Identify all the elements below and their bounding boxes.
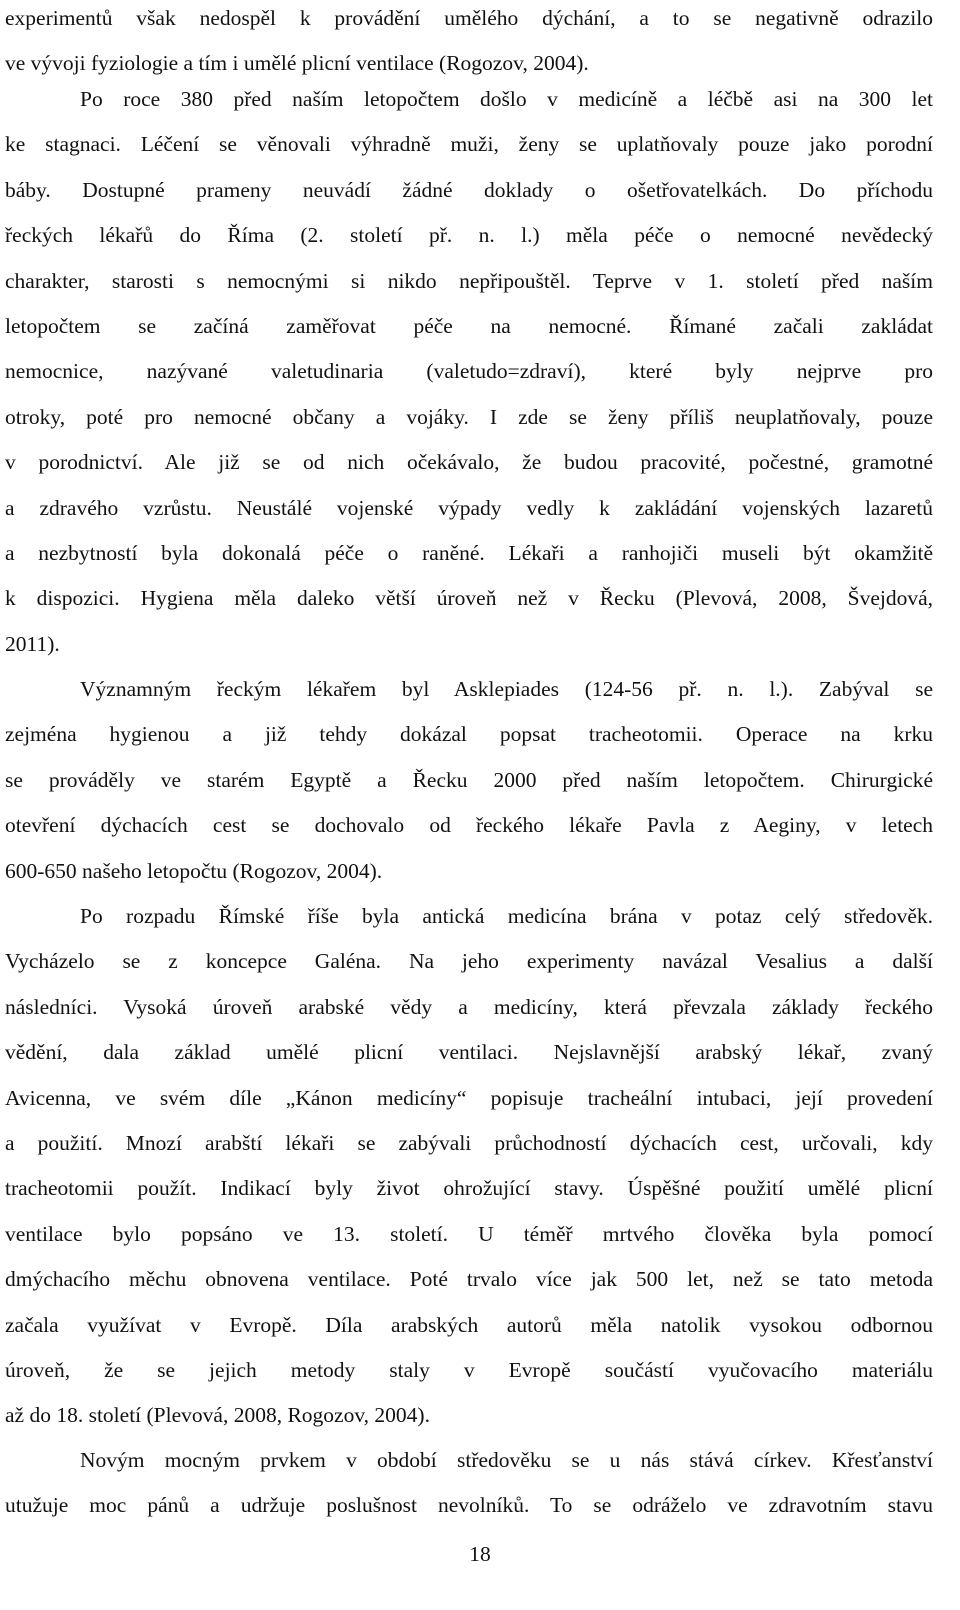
text-line: charakter, starosti s nemocnými si nikdo nepřipouštěl. Teprve v 1. století před naším: [5, 268, 933, 293]
text-line: otroky, poté pro nemocné občany a vojáky. I zde se ženy příliš neuplatňovaly, pouze: [5, 404, 933, 429]
text-line: ke stagnaci. Léčení se věnovali výhradně muži, ženy se uplatňovaly pouze jako porodní: [5, 132, 933, 157]
text-line: 2011).: [5, 631, 60, 656]
paragraph-1: [5, 0, 933, 87]
text-line: vědění, dala základ umělé plicní ventilaci. Nejslavnější arabský lékař, zvaný: [5, 1040, 933, 1065]
text-line: 600-650 našeho letopočtu (Rogozov, 2004).: [5, 858, 383, 883]
text-line: zejména hygienou a již tehdy dokázal popsat tracheotomii. Operace na krku: [5, 722, 933, 747]
text-line: utužuje moc pánů a udržuje poslušnost nevolníků. To se odráželo ve zdravotním stavu: [5, 1493, 933, 1518]
text-line: experimentů však nedospěl k provádění umělého dýchání, a to se negativně odrazilo: [5, 6, 933, 30]
text-line: Významným řeckým lékařem byl Asklepiades (124-56 př. n. l.). Zabýval se: [80, 677, 933, 701]
text-line: otevření dýchacích cest se dochovalo od řeckého lékaře Pavla z Aeginy, v letech: [5, 813, 933, 838]
text-line: a použití. Mnozí arabští lékaři se zabývali průchodností dýchacích cest, určovali, kdy: [5, 1130, 933, 1155]
text-line: letopočtem se začíná zaměřovat péče na nemocné. Římané začali zakládat: [5, 313, 933, 338]
text-line: Vycházelo se z koncepce Galéna. Na jeho experimenty navázal Vesalius a další: [5, 949, 933, 974]
text-line: řeckých lékařů do Říma (2. století př. n. l.) měla péče o nemocné nevědecký: [5, 223, 933, 248]
text-line: Avicenna, ve svém díle „Kánon medicíny“ popisuje tracheální intubaci, její provedení: [5, 1085, 933, 1110]
page-number: 18: [469, 1542, 491, 1566]
text-line: dmýchacího měchu obnovena ventilace. Poté trvalo více jak 500 let, než se tato metoda: [5, 1267, 933, 1292]
text-line: nemocnice, nazývané valetudinaria (valetudo=zdraví), které byly nejprve pro: [5, 359, 933, 384]
paragraph-4: [5, 894, 933, 1439]
text-line: úroveň, že se jejich metody staly v Evropě součástí vyučovacího materiálu: [5, 1357, 933, 1382]
text-line: ve vývoji fyziologie a tím i umělé plicní ventilace (Rogozov, 2004).: [5, 51, 589, 76]
text-line: začala využívat v Evropě. Díla arabských autorů měla natolik vysokou odbornou: [5, 1312, 933, 1337]
text-line: Po rozpadu Římské říše byla antická medicína brána v potaz celý středověk.: [80, 904, 933, 928]
text-line: a nezbytností byla dokonalá péče o raněné. Lékaři a ranhojiči museli být okamžitě: [5, 540, 933, 565]
text-line: báby. Dostupné prameny neuvádí žádné doklady o ošetřovatelkách. Do příchodu: [5, 177, 933, 202]
text-line: následníci. Vysoká úroveň arabské vědy a medicíny, která převzala základy řeckého: [5, 994, 933, 1019]
text-line: až do 18. století (Plevová, 2008, Rogozov, 2004).: [5, 1403, 430, 1428]
text-line: v porodnictví. Ale již se od nich očekávalo, že budou pracovité, počestné, gramotné: [5, 450, 933, 475]
text-line: Novým mocným prvkem v období středověku se u nás stává církev. Křesťanství: [80, 1448, 933, 1472]
text-line: a zdravého vzrůstu. Neustálé vojenské výpady vedly k zakládání vojenských lazaretů: [5, 495, 933, 520]
text-line: Po roce 380 před naším letopočtem došlo v medicíně a léčbě asi na 300 let: [80, 87, 933, 111]
text-line: ventilace bylo popsáno ve 13. století. U téměř mrtvého člověka byla pomocí: [5, 1221, 933, 1246]
text-line: tracheotomii použít. Indikací byly život ohrožující stavy. Úspěšné použití umělé plicní: [5, 1176, 933, 1201]
text-line: se prováděly ve starém Egyptě a Řecku 2000 před naším letopočtem. Chirurgické: [5, 767, 933, 792]
text-line: k dispozici. Hygiena měla daleko větší úroveň než v Řecku (Plevová, 2008, Švejdová,: [5, 586, 933, 611]
paragraph-5: [5, 1438, 933, 1529]
paragraph-3: [5, 667, 933, 894]
paragraph-2: [5, 77, 933, 667]
